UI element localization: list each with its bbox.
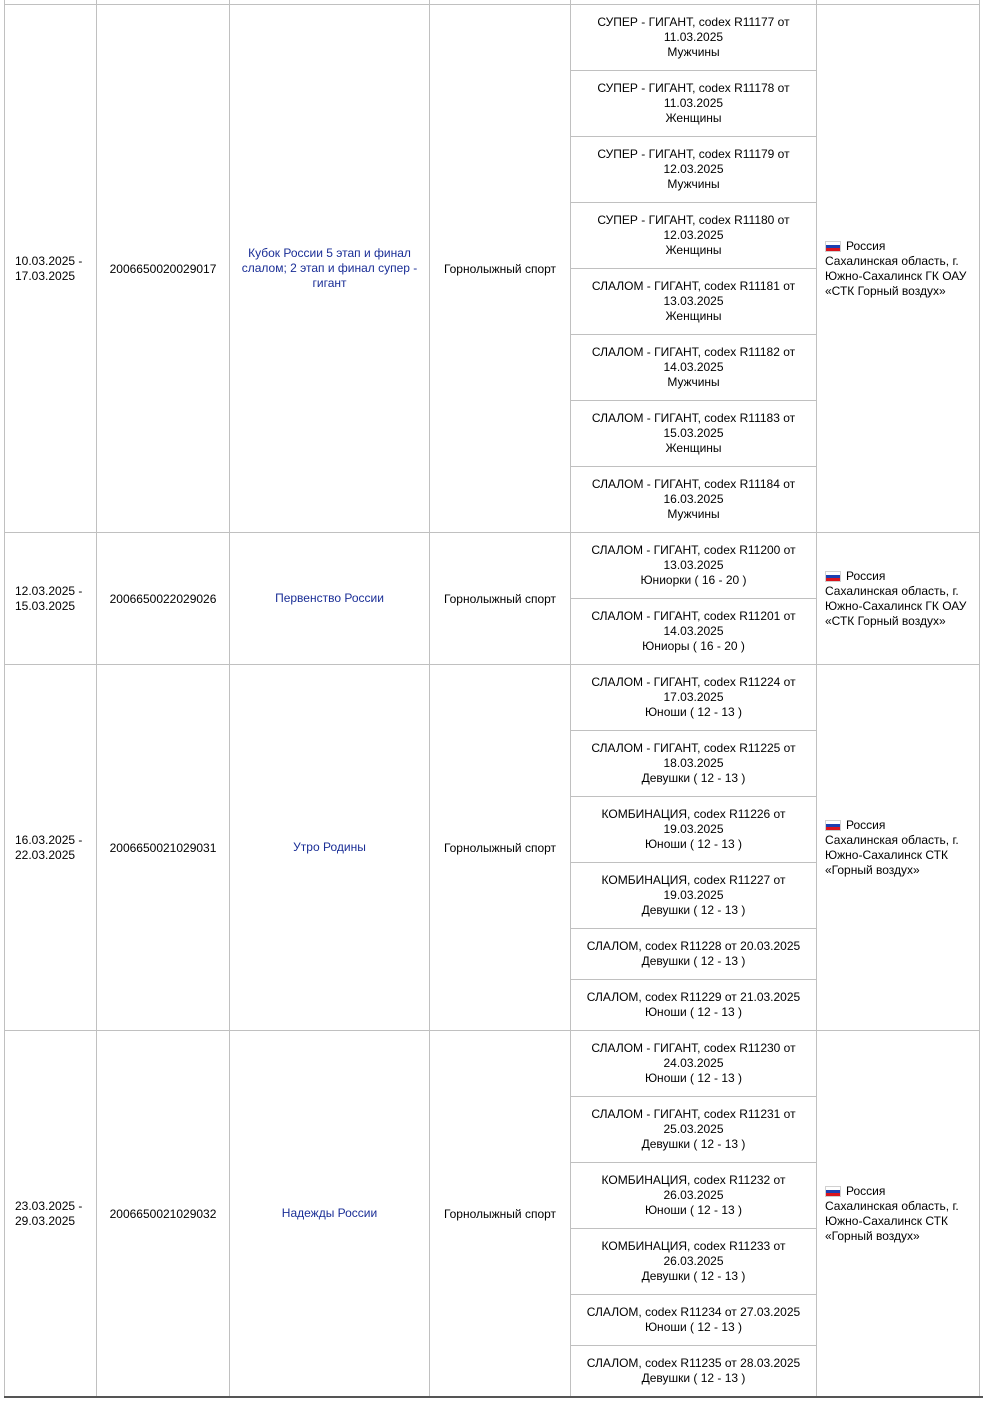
race-group: Девушки ( 12 - 13 ) <box>641 1269 746 1283</box>
country-name: Россия <box>846 817 886 832</box>
event-location-cell <box>817 5 980 533</box>
country-line <box>825 239 971 254</box>
race-group: Мужчины <box>667 45 720 59</box>
event-name-cell <box>230 533 430 665</box>
race-group: Юноши ( 12 - 13 ) <box>644 1203 743 1217</box>
race-cell <box>571 980 816 1031</box>
race-cell <box>571 5 816 71</box>
race-row <box>571 665 816 731</box>
race-cell <box>571 1031 816 1097</box>
event-date-text: 23.03.2025 - 29.03.2025 <box>15 1198 83 1228</box>
event-location-cell <box>817 665 980 1031</box>
event-code <box>97 533 230 665</box>
race-row <box>571 1097 816 1163</box>
race-title: СЛАЛОМ - ГИГАНТ, codex R11230 от 24.03.2025 <box>591 1041 796 1070</box>
race-title: СЛАЛОМ - ГИГАНТ, codex R11184 от 16.03.2025 <box>591 477 796 506</box>
event-name-cell <box>230 5 430 533</box>
race-title: СЛАЛОМ, codex R11234 от 27.03.2025 <box>586 1305 801 1319</box>
race-cell <box>571 401 816 467</box>
race-group: Юноши ( 12 - 13 ) <box>644 1071 743 1085</box>
race-group: Девушки ( 12 - 13 ) <box>641 1371 746 1385</box>
race-row <box>571 599 816 665</box>
event-row <box>5 665 980 1031</box>
race-group: Девушки ( 12 - 13 ) <box>641 903 746 917</box>
event-date-range <box>5 665 97 1031</box>
race-row <box>571 137 816 203</box>
race-title: СЛАЛОМ - ГИГАНТ, codex R11182 от 14.03.2025 <box>591 345 796 374</box>
event-row <box>5 1031 980 1397</box>
event-date-text: 12.03.2025 - 15.03.2025 <box>15 583 83 613</box>
event-location-cell <box>817 533 980 665</box>
race-cell <box>571 599 816 665</box>
race-row <box>571 863 816 929</box>
country-line <box>825 569 971 584</box>
location-block <box>825 1184 971 1244</box>
events-table-wrapper <box>4 0 979 1397</box>
race-cell <box>571 665 816 731</box>
event-date-range <box>5 5 97 533</box>
event-sport-text: Горнолыжный спорт <box>443 591 557 606</box>
event-code <box>97 5 230 533</box>
race-cell <box>571 137 816 203</box>
race-group: Женщины <box>665 309 722 323</box>
race-cell <box>571 203 816 269</box>
race-title: СУПЕР - ГИГАНТ, codex R11180 от 12.03.2025 <box>597 213 790 242</box>
event-code-text: 2006650021029032 <box>109 1206 217 1221</box>
race-title: СУПЕР - ГИГАНТ, codex R11179 от 12.03.2025 <box>597 147 790 176</box>
race-group: Женщины <box>665 243 722 257</box>
race-group: Мужчины <box>667 177 720 191</box>
race-row <box>571 533 816 599</box>
location-address: Сахалинская область, г. Южно-Сахалинск ГК ОАУ «СТК Горный воздух» <box>825 583 967 628</box>
race-title: СЛАЛОМ - ГИГАНТ, codex R11183 от 15.03.2025 <box>591 411 796 440</box>
race-row <box>571 71 816 137</box>
race-title: КОМБИНАЦИЯ, codex R11233 от 26.03.2025 <box>601 1239 786 1268</box>
race-cell <box>571 731 816 797</box>
event-sport <box>430 665 571 1031</box>
race-row <box>571 1229 816 1295</box>
race-cell <box>571 1229 816 1295</box>
race-group: Девушки ( 12 - 13 ) <box>641 1137 746 1151</box>
event-sport <box>430 5 571 533</box>
event-row <box>5 533 980 665</box>
races-list <box>571 533 816 664</box>
race-title: СЛАЛОМ - ГИГАНТ, codex R11224 от 17.03.2025 <box>591 675 796 704</box>
race-title: КОМБИНАЦИЯ, codex R11232 от 26.03.2025 <box>601 1173 786 1202</box>
event-name-link[interactable]: Первенство России <box>275 591 384 605</box>
races-list <box>571 5 816 532</box>
event-date-text: 10.03.2025 - 17.03.2025 <box>15 253 83 283</box>
event-races-cell <box>571 5 817 533</box>
race-cell <box>571 863 816 929</box>
race-row <box>571 401 816 467</box>
country-line <box>825 818 971 833</box>
race-title: СЛАЛОМ, codex R11229 от 21.03.2025 <box>586 990 801 1004</box>
race-cell <box>571 1346 816 1397</box>
race-row <box>571 1031 816 1097</box>
russia-flag-icon <box>825 1186 841 1197</box>
location-address: Сахалинская область, г. Южно-Сахалинск СТК «Горный воздух» <box>825 832 959 877</box>
race-title: КОМБИНАЦИЯ, codex R11227 от 19.03.2025 <box>601 873 786 902</box>
race-group: Юниоры ( 16 - 20 ) <box>642 639 745 653</box>
event-races-cell <box>571 665 817 1031</box>
event-code-text: 2006650020029017 <box>109 261 217 276</box>
race-group: Юноши ( 12 - 13 ) <box>644 837 743 851</box>
race-row <box>571 335 816 401</box>
event-sport-text: Горнолыжный спорт <box>443 261 557 276</box>
event-name-link[interactable]: Кубок России 5 этап и финал слалом; 2 этап и финал супер - гигант <box>241 246 418 290</box>
races-list <box>571 665 816 1030</box>
race-title: СЛАЛОМ, codex R11228 от 20.03.2025 <box>586 939 801 953</box>
race-group: Юноши ( 12 - 13 ) <box>644 705 743 719</box>
race-group: Женщины <box>665 111 722 125</box>
event-date-range <box>5 533 97 665</box>
race-row <box>571 467 816 533</box>
race-group: Девушки ( 12 - 13 ) <box>641 771 746 785</box>
country-name: Россия <box>846 568 886 583</box>
race-cell <box>571 335 816 401</box>
event-code <box>97 665 230 1031</box>
location-address: Сахалинская область, г. Южно-Сахалинск ГК ОАУ «СТК Горный воздух» <box>825 253 967 298</box>
event-sport <box>430 1031 571 1397</box>
event-code <box>97 1031 230 1397</box>
race-cell <box>571 929 816 980</box>
race-cell <box>571 797 816 863</box>
race-title: СУПЕР - ГИГАНТ, codex R11177 от 11.03.2025 <box>597 15 790 44</box>
race-title: СЛАЛОМ - ГИГАНТ, codex R11225 от 18.03.2025 <box>591 741 796 770</box>
event-code-text: 2006650022029026 <box>109 591 217 606</box>
location-address: Сахалинская область, г. Южно-Сахалинск СТК «Горный воздух» <box>825 1198 959 1243</box>
race-title: СЛАЛОМ - ГИГАНТ, codex R11231 от 25.03.2025 <box>591 1107 796 1136</box>
event-name-cell <box>230 1031 430 1397</box>
location-block <box>825 569 971 629</box>
race-row <box>571 1163 816 1229</box>
race-cell <box>571 533 816 599</box>
race-row <box>571 731 816 797</box>
event-sport-text: Горнолыжный спорт <box>443 1206 557 1221</box>
race-row <box>571 1346 816 1397</box>
race-group: Женщины <box>665 441 722 455</box>
race-cell <box>571 71 816 137</box>
event-date-text: 16.03.2025 - 22.03.2025 <box>15 832 83 862</box>
event-name-link[interactable]: Надежды России <box>281 1206 378 1220</box>
event-races-cell <box>571 533 817 665</box>
race-group: Мужчины <box>667 507 720 521</box>
race-row <box>571 5 816 71</box>
race-title: СЛАЛОМ - ГИГАНТ, codex R11181 от 13.03.2025 <box>591 279 796 308</box>
races-list <box>571 1031 816 1396</box>
race-title: СЛАЛОМ, codex R11235 от 28.03.2025 <box>586 1356 801 1370</box>
race-row <box>571 929 816 980</box>
race-group: Мужчины <box>667 375 720 389</box>
location-block <box>825 239 971 299</box>
events-table-body <box>5 0 980 1397</box>
race-group: Юниорки ( 16 - 20 ) <box>640 573 747 587</box>
event-name-cell <box>230 665 430 1031</box>
race-cell <box>571 1097 816 1163</box>
country-name: Россия <box>846 238 886 253</box>
event-row <box>5 5 980 533</box>
event-sport <box>430 533 571 665</box>
race-cell <box>571 1295 816 1346</box>
race-group: Девушки ( 12 - 13 ) <box>641 954 746 968</box>
table-bottom-border <box>4 1396 983 1398</box>
events-table <box>4 0 980 1397</box>
russia-flag-icon <box>825 820 841 831</box>
race-group: Юноши ( 12 - 13 ) <box>644 1320 743 1334</box>
race-title: СУПЕР - ГИГАНТ, codex R11178 от 11.03.2025 <box>597 81 790 110</box>
event-date-range <box>5 1031 97 1397</box>
race-row <box>571 269 816 335</box>
russia-flag-icon <box>825 241 841 252</box>
country-name: Россия <box>846 1183 886 1198</box>
race-cell <box>571 269 816 335</box>
event-sport-text: Горнолыжный спорт <box>443 840 557 855</box>
country-line <box>825 1184 971 1199</box>
event-races-cell <box>571 1031 817 1397</box>
race-cell <box>571 1163 816 1229</box>
event-location-cell <box>817 1031 980 1397</box>
race-cell <box>571 467 816 533</box>
race-title: СЛАЛОМ - ГИГАНТ, codex R11201 от 14.03.2025 <box>591 609 796 638</box>
russia-flag-icon <box>825 571 841 582</box>
race-row <box>571 203 816 269</box>
event-code-text: 2006650021029031 <box>109 840 217 855</box>
race-row <box>571 980 816 1031</box>
race-row <box>571 1295 816 1346</box>
race-row <box>571 797 816 863</box>
race-title: СЛАЛОМ - ГИГАНТ, codex R11200 от 13.03.2025 <box>591 543 796 572</box>
race-title: КОМБИНАЦИЯ, codex R11226 от 19.03.2025 <box>601 807 786 836</box>
event-name-link[interactable]: Утро Родины <box>293 840 366 854</box>
location-block <box>825 818 971 878</box>
race-group: Юноши ( 12 - 13 ) <box>644 1005 743 1019</box>
